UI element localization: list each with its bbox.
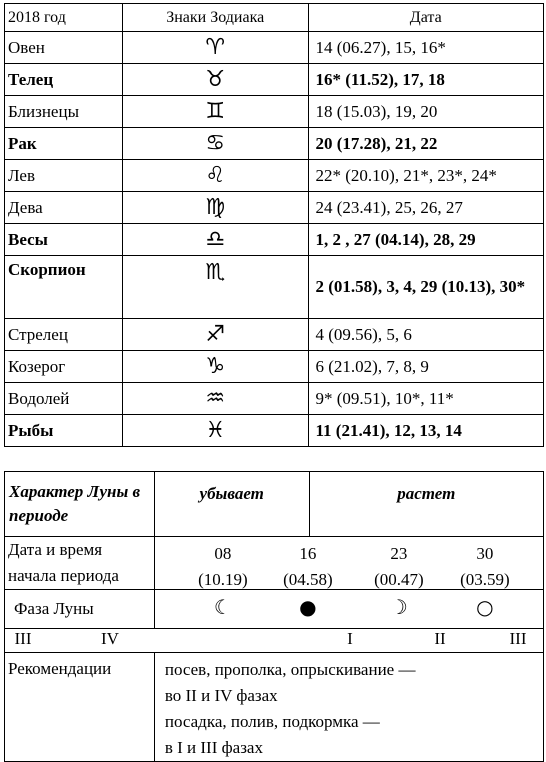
period-time: (10.19) <box>198 570 248 589</box>
zodiac-name: Стрелец <box>5 319 123 351</box>
zodiac-dates: 14 (06.27), 15, 16* <box>308 32 544 64</box>
zodiac-sign-icon: ♌︎ <box>122 160 308 192</box>
moon-datetime-row <box>5 537 544 590</box>
table-row <box>5 383 544 415</box>
table-row <box>5 415 544 447</box>
moon-phase-table <box>4 471 544 762</box>
phase-number: II <box>434 629 446 648</box>
header-signs: Знаки Зодиака <box>122 4 308 32</box>
table-row <box>5 192 544 224</box>
moon-datetime-label: Дата и время начала периода <box>5 537 155 590</box>
zodiac-name: Рыбы <box>5 415 123 447</box>
recommendation-line: посев, прополка, опрыскивание — <box>164 660 416 679</box>
zodiac-name: Скорпион <box>5 256 123 319</box>
table-row <box>5 256 544 319</box>
zodiac-dates: 11 (21.41), 12, 13, 14 <box>308 415 544 447</box>
zodiac-dates: 2 (01.58), 3, 4, 29 (10.13), 30* <box>308 256 544 319</box>
zodiac-name: Овен <box>5 32 123 64</box>
zodiac-name: Водолей <box>5 383 123 415</box>
moon-waxing-label: растет <box>309 472 543 537</box>
zodiac-dates: 1, 2 , 27 (04.14), 28, 29 <box>308 224 544 256</box>
zodiac-dates: 18 (15.03), 19, 20 <box>308 96 544 128</box>
phase-number: III <box>14 629 32 648</box>
moon-phase-row <box>5 590 544 629</box>
moon-character-row <box>5 472 544 537</box>
table-row <box>5 96 544 128</box>
zodiac-name: Рак <box>5 128 123 160</box>
zodiac-name: Весы <box>5 224 123 256</box>
zodiac-sign-icon: ♎︎ <box>122 224 308 256</box>
table-row <box>5 64 544 96</box>
zodiac-dates: 20 (17.28), 21, 22 <box>308 128 544 160</box>
zodiac-name: Дева <box>5 192 123 224</box>
zodiac-sign-icon: ♐︎ <box>122 319 308 351</box>
moon-phase-icons <box>154 590 543 629</box>
moon-phase-number-row <box>5 629 544 653</box>
zodiac-dates: 6 (21.02), 7, 8, 9 <box>308 351 544 383</box>
header-date: Дата <box>308 4 544 32</box>
phase-number: IV <box>101 629 119 648</box>
zodiac-sign-icon: ♍︎ <box>122 192 308 224</box>
phase-number: III <box>509 629 527 648</box>
recommendation-line: в I и III фазах <box>164 738 263 757</box>
moon-phase-numbers <box>5 629 544 653</box>
zodiac-sign-icon: ♋︎ <box>122 128 308 160</box>
table-row <box>5 224 544 256</box>
table-row <box>5 32 544 64</box>
period-time: (04.58) <box>283 570 333 589</box>
zodiac-sign-icon: ♒︎ <box>122 383 308 415</box>
moon-period-dates <box>154 537 543 590</box>
zodiac-sign-icon: ♈︎ <box>122 32 308 64</box>
period-start-3 <box>359 541 439 593</box>
waning-crescent-moon-icon: ☾ <box>213 595 232 619</box>
period-start-4 <box>445 541 525 593</box>
zodiac-calendar-table <box>4 3 544 447</box>
zodiac-name: Близнецы <box>5 96 123 128</box>
recommendations-label: Рекомендации <box>5 653 155 762</box>
recommendation-line: во II и IV фазах <box>164 686 278 705</box>
zodiac-header-row <box>5 4 544 32</box>
zodiac-dates: 24 (23.41), 25, 26, 27 <box>308 192 544 224</box>
recommendation-line: посадка, полив, подкормка — <box>164 712 380 731</box>
waxing-crescent-moon-icon: ☽ <box>389 595 408 619</box>
table-row <box>5 128 544 160</box>
zodiac-name: Телец <box>5 64 123 96</box>
period-day: 30 <box>476 544 494 563</box>
zodiac-sign-icon: ♉︎ <box>122 64 308 96</box>
new-moon-icon: ● <box>299 595 317 619</box>
zodiac-sign-icon: ♏︎ <box>122 256 308 319</box>
moon-phase-label: Фаза Луны <box>5 590 155 629</box>
period-time: (00.47) <box>374 570 424 589</box>
period-start-1 <box>183 541 263 593</box>
zodiac-sign-icon: ♑︎ <box>122 351 308 383</box>
period-day: 23 <box>390 544 408 563</box>
zodiac-dates: 9* (09.51), 10*, 11* <box>308 383 544 415</box>
zodiac-sign-icon: ♊︎ <box>122 96 308 128</box>
period-start-2 <box>268 541 348 593</box>
zodiac-name: Козерог <box>5 351 123 383</box>
zodiac-dates: 22* (20.10), 21*, 23*, 24* <box>308 160 544 192</box>
table-row <box>5 160 544 192</box>
period-day: 08 <box>214 544 232 563</box>
phase-number: I <box>347 629 353 648</box>
full-moon-icon: ○ <box>476 595 494 619</box>
zodiac-name: Лев <box>5 160 123 192</box>
period-time: (03.59) <box>460 570 510 589</box>
period-day: 16 <box>299 544 317 563</box>
zodiac-dates: 16* (11.52), 17, 18 <box>308 64 544 96</box>
moon-character-label: Характер Луны в периоде <box>5 472 155 537</box>
table-row <box>5 351 544 383</box>
header-year: 2018 год <box>5 4 123 32</box>
zodiac-sign-icon: ♓︎ <box>122 415 308 447</box>
moon-waning-label: убывает <box>154 472 309 537</box>
moon-recommendations-row <box>5 653 544 762</box>
recommendations-text <box>154 653 543 762</box>
table-row <box>5 319 544 351</box>
zodiac-dates: 4 (09.56), 5, 6 <box>308 319 544 351</box>
